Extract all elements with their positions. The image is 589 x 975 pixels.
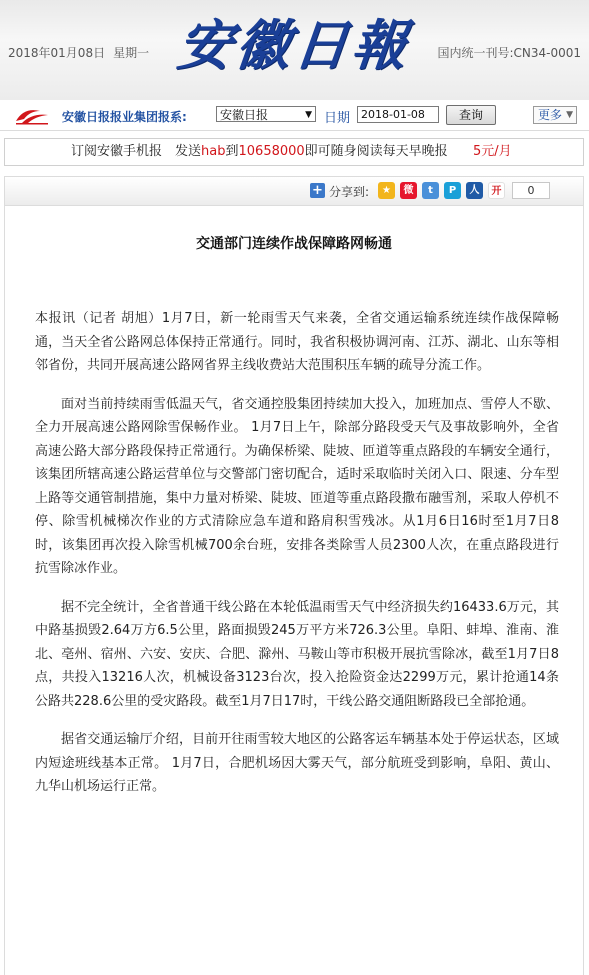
subscribe-part1: 订阅安徽手机报 发送	[71, 144, 202, 159]
qzone-icon[interactable]: ★	[378, 182, 395, 199]
issue-date-text: 2018年01月08日	[8, 46, 106, 60]
paper-select-value: 安徽日报	[220, 108, 269, 122]
date-input[interactable]: 2018-01-08	[357, 106, 439, 123]
article-title: 交通部门连续作战保障路网畅通	[196, 236, 392, 252]
subscribe-code: hab	[201, 144, 226, 159]
more-label: 更多	[538, 108, 563, 122]
article-paragraph: 本报讯（记者 胡旭）1月7日，新一轮雨雪天气来袭，全省交通运输系统连续作战保障畅通，当天全省公路网总体保持正常通行。同时，我省积极协调河南、江苏、湖北、山东等相邻省份，共同开展高速公路网省界主线收费站大范围积压车辆的疏导分流工作。	[35, 311, 559, 373]
cn-number: 国内统一刊号:CN34-0001	[437, 46, 581, 60]
paper-select[interactable]	[216, 106, 316, 122]
newspaper-logo[interactable]: 安徽日報	[174, 13, 414, 77]
kaixin-icon[interactable]: 开	[488, 182, 505, 199]
issue-weekday: 星期一	[113, 46, 150, 60]
subscribe-part3: 即可随身阅读每天早晚报	[304, 144, 448, 159]
masthead	[0, 0, 589, 100]
plus-icon[interactable]: +	[310, 183, 325, 198]
chevron-down-icon: ▼	[305, 110, 312, 120]
date-label: 日期	[324, 111, 351, 126]
subscribe-part2: 到	[225, 144, 239, 159]
article-paragraph: 据不完全统计，全省普通干线公路在本轮低温雨雪天气中经济损失约16433.6万元，其中路基损毁2.64万方6.5公里，路面损毁245万平方米726.3公里。阜阳、蚌埠、淮南、淮北、亳州、宿州、六安、安庆、合肥、滁州、马鞍山等市积极开展抗雪除冰，截至1月7日8点，共投入13216人次，机械设备3123台次，投入抢险资金达2299万元，累计抢通14条公路共228.6公里的受灾路段。截至1月7日17时，干线公路交通阻断路段已全部抢通。	[35, 599, 559, 709]
issue-date	[8, 44, 149, 61]
article-frame	[4, 176, 584, 975]
pengyou-icon[interactable]: P	[444, 182, 461, 199]
subscribe-fee: 5元/月	[473, 144, 512, 159]
chevron-down-icon: ▼	[566, 110, 573, 120]
group-label: 安徽日报报业集团报系:	[62, 110, 187, 124]
query-button[interactable]: 查询	[446, 105, 496, 125]
more-dropdown[interactable]	[533, 106, 577, 124]
subscribe-text	[71, 139, 448, 165]
share-bar	[5, 177, 583, 206]
weibo-icon[interactable]: 微	[400, 182, 417, 199]
subscribe-number: 10658000	[238, 144, 305, 159]
share-count: 0	[512, 182, 550, 199]
article-paragraph: 面对当前持续雨雪低温天气，省交通控股集团持续加大投入，加班加点、雪停人不歇、全力开展高速公路网除雪保畅作业。 1月7日上午，除部分路段受天气及事故影响外，全省高速公路大部分路段保持正常通行。为确保桥梁、陡坡、匝道等重点路段的车辆安全通行，该集团所辖高速公路运营单位与交警部门密切配合，适时采取临时关闭入口、限速、分车型上路等交通管制措施，集中力量对桥梁、陡坡、匝道等重点路段撒布融雪剂，采取人停机不停、除雪机械梯次作业的方式清除应急车道和路肩积雪残冰。从1月6日16时至1月7日8时，该集团再次投入除雪机械700余台班，安排各类除雪人员2300人次，在重点路段进行抗雪除冰作业。	[35, 396, 559, 576]
group-logo-icon[interactable]	[14, 105, 50, 125]
tencent-weibo-icon[interactable]: t	[422, 182, 439, 199]
paper-toolbar	[0, 100, 589, 131]
share-label: 分享到:	[329, 185, 370, 199]
renren-icon[interactable]: 人	[466, 182, 483, 199]
mobile-subscribe-banner[interactable]	[4, 138, 584, 166]
article-paragraph: 据省交通运输厅介绍，目前开往雨雪较大地区的公路客运车辆基本处于停运状态，区域内短途班线基本正常。 1月7日，合肥机场因大雾天气，部分航班受到影响，阜阳、黄山、九华山机场运行正常。	[35, 732, 559, 794]
article-body	[35, 307, 559, 814]
